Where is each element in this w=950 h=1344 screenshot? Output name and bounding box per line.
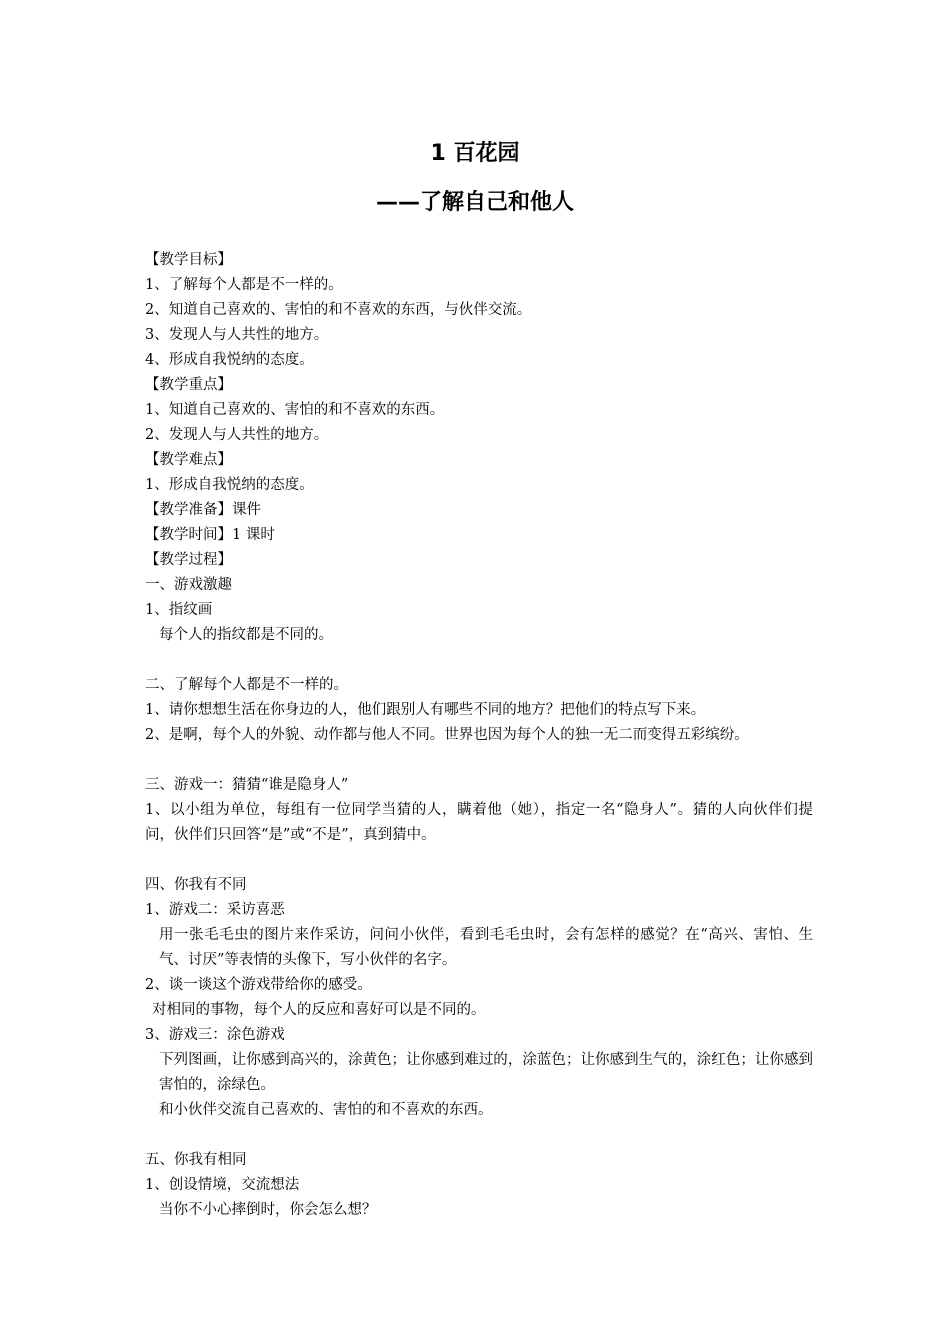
lesson-body — [145, 248, 813, 1223]
process-step-heading: 二、了解每个人都是不一样的。 — [145, 677, 348, 693]
process-paragraph: 每个人的指纹都是不同的。 — [159, 627, 333, 643]
section-heading-difficulties: 【教学难点】 — [145, 452, 232, 468]
process-paragraph: 对相同的事物，每个人的反应和喜好可以是不同的。 — [152, 1002, 486, 1018]
process-item: 2、谈一谈这个游戏带给你的感受。 — [145, 977, 372, 993]
process-item: 2、是啊，每个人的外貌、动作都与他人不同。世界也因为每个人的独一无二而变得五彩缤纷。 — [145, 727, 749, 743]
process-paragraph: 和小伙伴交流自己喜欢的、害怕的和不喜欢的东西。 — [159, 1102, 493, 1118]
section-heading-key-points: 【教学重点】 — [145, 377, 232, 393]
process-item: 1、请你想想生活在你身边的人，他们跟别人有哪些不同的地方？把他们的特点写下来。 — [145, 702, 706, 718]
blank-line — [145, 648, 813, 673]
lesson-title: 1 百花园 — [430, 141, 520, 166]
process-item: 1、以小组为单位，每组有一位同学当猜的人，瞒着他（她），指定一名“隐身人”。猜的人向伙伴们提问，伙伴们只回答“是”或“不是”，真到猜中。 — [145, 802, 813, 843]
key-point-item: 1、知道自己喜欢的、害怕的和不喜欢的东西。 — [145, 402, 445, 418]
process-item: 3、游戏三：涂色游戏 — [145, 1027, 285, 1043]
section-heading-process: 【教学过程】 — [145, 552, 232, 568]
section-heading-objectives: 【教学目标】 — [145, 252, 232, 268]
key-point-item: 2、发现人与人共性的地方。 — [145, 427, 329, 443]
objective-item: 1、了解每个人都是不一样的。 — [145, 277, 343, 293]
process-item: 1、游戏二：采访喜恶 — [145, 902, 285, 918]
objective-item: 3、发现人与人共性的地方。 — [145, 327, 329, 343]
process-step-heading: 一、游戏激趣 — [145, 577, 232, 593]
process-paragraph: 下列图画，让你感到高兴的，涂黄色；让你感到难过的，涂蓝色；让你感到生气的，涂红色；让你感到害怕的，涂绿色。 — [159, 1052, 813, 1093]
process-paragraph: 用一张毛毛虫的图片来作采访，问问小伙伴，看到毛毛虫时，会有怎样的感觉？在“高兴、害怕、生气、讨厌”等表情的头像下，写小伙伴的名字。 — [159, 927, 813, 968]
process-item: 1、创设情境，交流想法 — [145, 1177, 300, 1193]
process-step-heading: 五、你我有相同 — [145, 1152, 247, 1168]
lesson-subtitle: ——了解自己和他人 — [375, 190, 574, 215]
process-step-heading: 四、你我有不同 — [145, 877, 247, 893]
blank-line — [145, 848, 813, 873]
difficulty-item: 1、形成自我悦纳的态度。 — [145, 477, 314, 493]
objective-item: 2、知道自己喜欢的、害怕的和不喜欢的东西，与伙伴交流。 — [145, 302, 532, 318]
blank-line — [145, 748, 813, 773]
process-step-heading: 三、游戏一：猜猜“谁是隐身人” — [145, 777, 349, 793]
section-heading-time: 【教学时间】1 课时 — [145, 527, 275, 543]
blank-line — [145, 1123, 813, 1148]
objective-item: 4、形成自我悦纳的态度。 — [145, 352, 314, 368]
section-heading-preparation: 【教学准备】课件 — [145, 502, 261, 518]
process-paragraph: 当你不小心摔倒时，你会怎么想？ — [159, 1202, 377, 1218]
process-item: 1、指纹画 — [145, 602, 213, 618]
